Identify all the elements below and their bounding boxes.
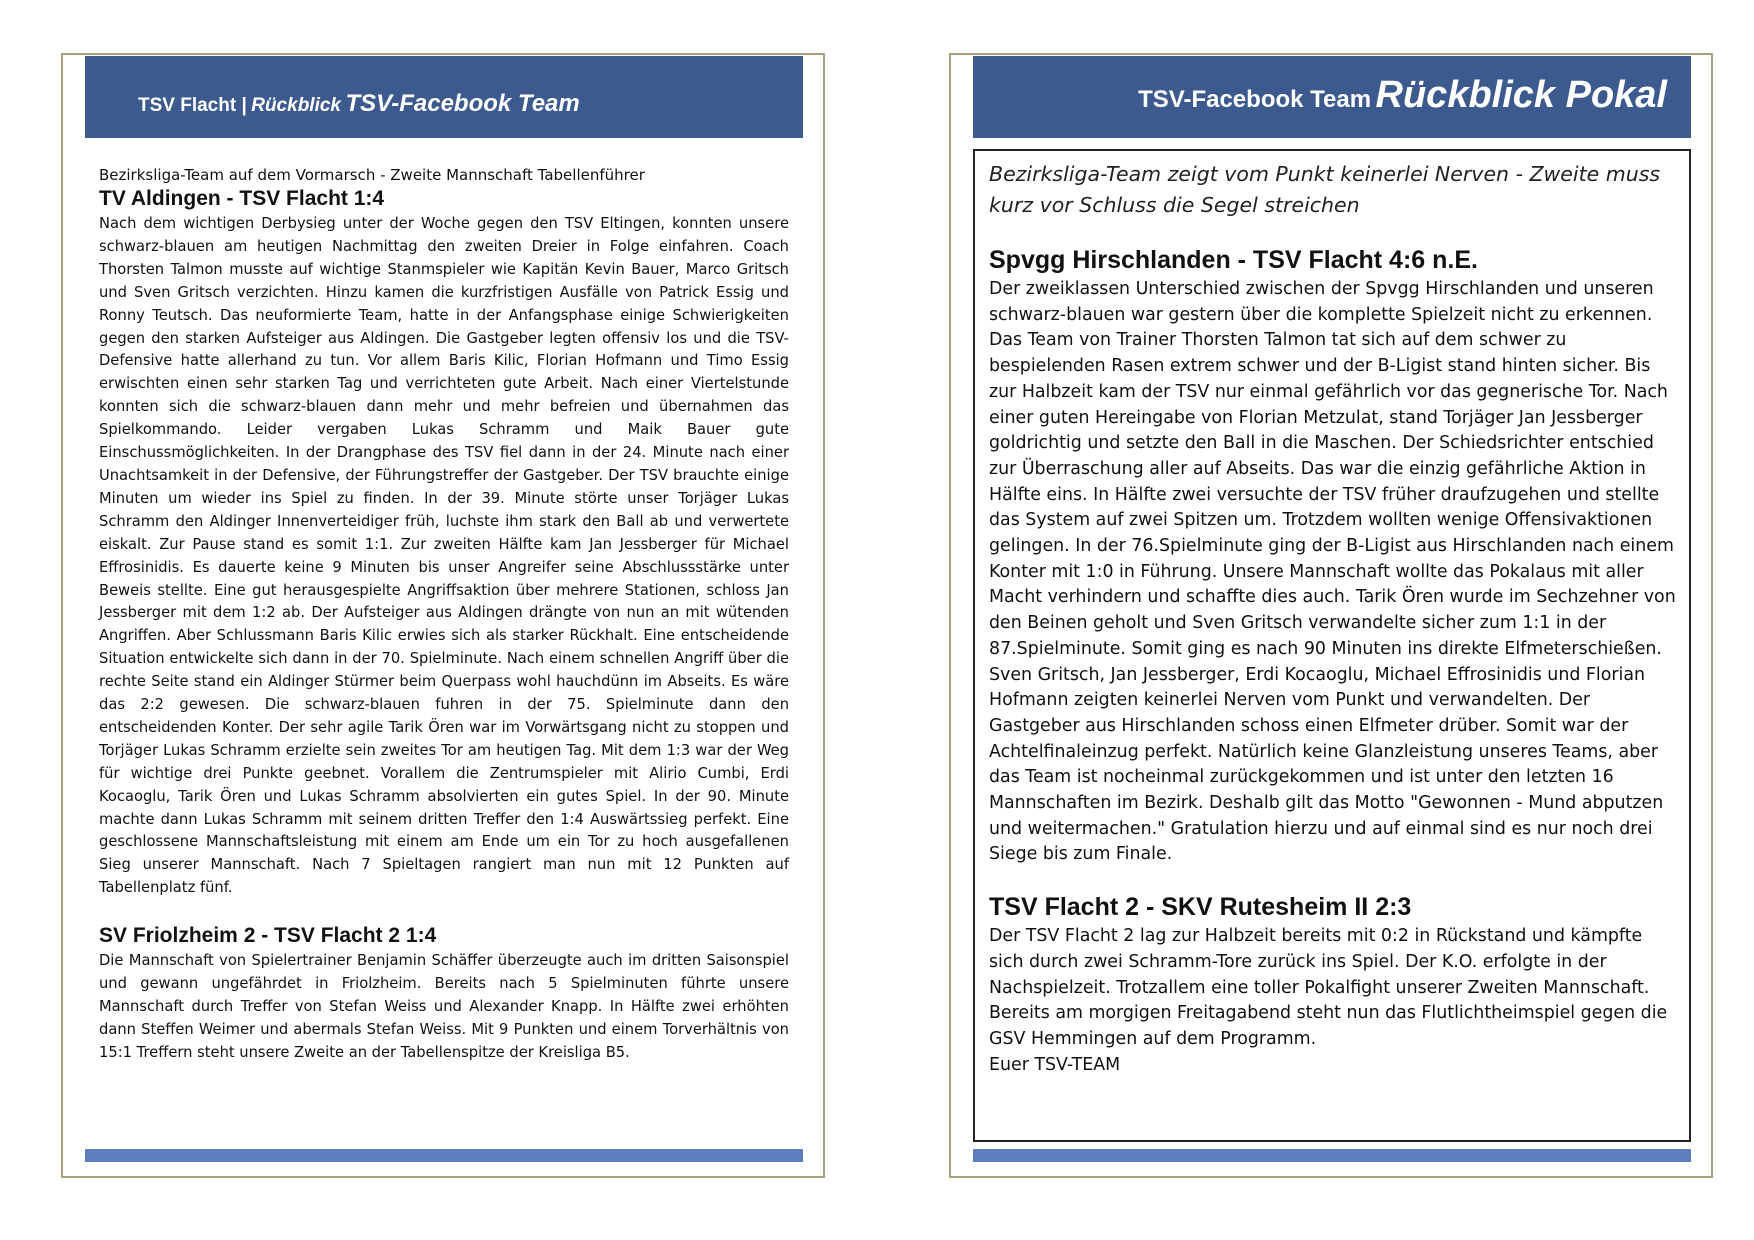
footer-bar: [973, 1149, 1691, 1162]
article-body: Die Mannschaft von Spielertrainer Benjamin Schäffer überzeugte auch im dritten Saisonspiel und gewann ungefährdet in Friolzheim. Bereits nach 5 Spielminuten führte unsere Mannschaft durch Treffer von Stefan Weiss und Alexander Knapp. In Hälfte zwei erhöhten dann Steffen Weimer und abermals Stefan Weiss. Mit 9 Punkten und einem Torverhältnis von 15:1 Treffern steht unsere Zweite an der Tabellenspitze der Kreisliga B5.: [99, 952, 789, 1061]
header-title: [138, 90, 580, 118]
article-body: Der zweiklassen Unterschied zwischen der Spvgg Hirschlanden und unseren schwarz-blauen war gestern über die komplette Spielzeit nicht zu erkennen. Das Team von Trainer Thorsten Talmon tat sich auf dem schwer zu bespielenden Rasen extrem schwer und der B-Ligist stand hinten sicher. Bis zur Halbzeit kam der TSV nur einmal gefährlich vor das gegnerische Tor. Nach einer guten Hereingabe von Florian Metzulat, stand Torjäger Jan Jessberger goldrichtig und setzte den Ball in die Maschen. Der Schiedsrichter entschied zur Überraschung aller auf Abseits. Das war die einzig gefährliche Aktion in Hälfte eins. In Hälfte zwei versuchte der TSV früher draufzugehen und stellte das System auf zwei Spitzen um. Trotzdem wollten wenige Offensivaktionen gelingen. In der 76.Spielminute ging der B-Ligist aus Hirschlanden nach einem Konter mit 1:0 in Führung. Unsere Mannschaft wollte das Pokalaus mit aller Macht verhindern und schaffte dies auch. Tarik Ören wurde im Sechzehner von den Beinen geholt und Sven Gritsch verwandelte sicher zum 1:1 in der 87.Spielminute. Somit ging es nach 90 Minuten ins direkte Elfmeterschießen. Sven Gritsch, Jan Jessberger, Erdi Kocaoglu, Michael Effrosinidis und Florian Hofmann zeigten keinerlei Nerven vom Punkt und verwandelten. Der Gastgeber aus Hirschlanden schoss einen Elfmeter drüber. Somit war der Achtelfinaleinzug perfekt. Natürlich keine Glanzleistung unseres Teams, aber das Team ist nocheinmal zurückgekommen und ist unter den letzten 16 Mannschaften im Bezirk. Deshalb gilt das Motto "Gewonnen - Mund abputzen und weitermachen." Gratulation hierzu und auf einmal sind es nur noch drei Siege bis zum Finale.: [989, 279, 1676, 865]
newsletter-page-right: [949, 53, 1713, 1178]
page-content: [989, 159, 1679, 1078]
signoff: Euer TSV-TEAM: [989, 1054, 1121, 1075]
lead-line: kurz vor Schluss die Segel streichen: [989, 193, 1360, 217]
content-box: [973, 149, 1691, 1142]
header-team: TSV-Facebook Team: [345, 90, 580, 117]
footer-bar: [85, 1149, 803, 1162]
header-team: TSV-Facebook Team: [1138, 86, 1372, 113]
page-header-bar: [85, 56, 803, 138]
match-title: TSV Flacht 2 - SKV Rutesheim II 2:3: [989, 893, 1412, 922]
header-section: Rückblick: [251, 95, 341, 116]
newsletter-page-left: [61, 53, 825, 1178]
page-content: [99, 165, 789, 1065]
article-body: Der TSV Flacht 2 lag zur Halbzeit bereits mit 0:2 in Rückstand und kämpfte sich durch zwei Schramm-Tore zurück ins Spiel. Der K.O. erfolgte in der Nachspielzeit. Trotzallem eine toller Pokalfight unserer Zweiten Mannschaft. Bereits am morgigen Freitagabend steht nun das Flutlichtheimspiel gegen die GSV Hemmingen auf dem Programm.: [989, 926, 1668, 1049]
lead-line: Bezirksliga-Team zeigt vom Punkt keinerlei Nerven - Zweite muss: [989, 162, 1661, 186]
header-title: [1138, 74, 1667, 117]
kicker-headline: Bezirksliga-Team auf dem Vormarsch - Zweite Mannschaft Tabellenführer: [99, 166, 645, 184]
match-title: Spvgg Hirschlanden - TSV Flacht 4:6 n.E.: [989, 246, 1478, 274]
page-header-bar: [973, 56, 1691, 138]
header-club: TSV Flacht |: [138, 95, 247, 116]
article-body: Nach dem wichtigen Derbysieg unter der Woche gegen den TSV Eltingen, konnten unsere schwarz-blauen am heutigen Nachmittag den zweiten Dreier in Folge einfahren. Coach Thorsten Talmon musste auf wichtige Stanmspieler wie Kapitän Kevin Bauer, Marco Gritsch und Sven Gritsch verzichten. Hinzu kamen die kurzfristigen Ausfälle von Patrick Essig und Ronny Teutsch. Das neuformierte Team, hatte in der Anfangsphase einige Schwierigkeiten gegen den starken Aufsteiger aus Aldingen. Die Gastgeber legten offensiv los und die TSV-Defensive hatte allerhand zu tun. Vor allem Baris Kilic, Florian Hofmann und Timo Essig erwischten einen sehr starken Tag und verrichteten gute Arbeit. Nach einer Viertelstunde konnten sich die schwarz-blauen dann mehr und mehr befreien und übernahmen das Spielkommando. Leider vergaben Lukas Schramm und Maik Bauer gute Einschussmöglichkeiten. In der Drangphase des TSV fiel dann in der 24. Minute nach einer Unachtsamkeit in der Defensive, der Führungstreffer der Gastgeber. Der TSV brauchte einige Minuten um wieder ins Spiel zu finden. In der 39. Minute störte unser Torjäger Lukas Schramm den Aldinger Innenverteidiger früh, luchste ihm stark den Ball ab und verwertete eiskalt. Zur Pause stand es somit 1:1. Zur zweiten Hälfte kam Jan Jessberger für Michael Effrosinidis. Es dauerte keine 9 Minuten bis unser Angreifer seine Abschlussstärke unter Beweis stellte. Eine gut herausgespielte Angriffsaktion über mehrere Stationen, schloss Jan Jessberger mit dem 1:2 ab. Der Aufsteiger aus Aldingen drängte von nun an mit wütenden Angriffen. Aber Schlussmann Baris Kilic erwies sich als starker Rückhalt. Eine entscheidende Situation entwickelte sich dann in der 70. Spielminute. Nach einem schnellen Angriff über die rechte Seite stand ein Aldinger Stürmer beim Querpass wohl hauchdünn im Abseits. Es wäre das 2:2 gewesen. Die schwarz-blauen fuhren in der 75. Spielminute dann den entscheidenden Konter. Der sehr agile Tarik Ören war im Vorwärtsgang nicht zu stoppen und Torjäger Lukas Schramm erzielte sein zweites Tor am heutigen Tag. Mit dem 1:3 war der Weg für wichtige drei Punkte geebnet. Vorallem die Zentrumspieler mit Alirio Cumbi, Erdi Kocaoglu, Tarik Ören und Lukas Schramm absolvierten ein gutes Spiel. In der 90. Minute machte dann Lukas Schramm mit seinem dritten Treffer den 1:4 Auswärtssieg perfekt. Eine geschlossene Mannschaftsleistung mit einem am Ende um ein Tor zu hoch ausgefallenen Sieg unserer Mannschaft. Nach 7 Spieltagen rangiert man nun mit 12 Punkten auf Tabellenplatz fünf.: [99, 215, 789, 897]
header-section: Rückblick Pokal: [1375, 74, 1667, 116]
match-title: TV Aldingen - TSV Flacht 1:4: [99, 187, 385, 210]
match-title: SV Friolzheim 2 - TSV Flacht 2 1:4: [99, 924, 437, 948]
